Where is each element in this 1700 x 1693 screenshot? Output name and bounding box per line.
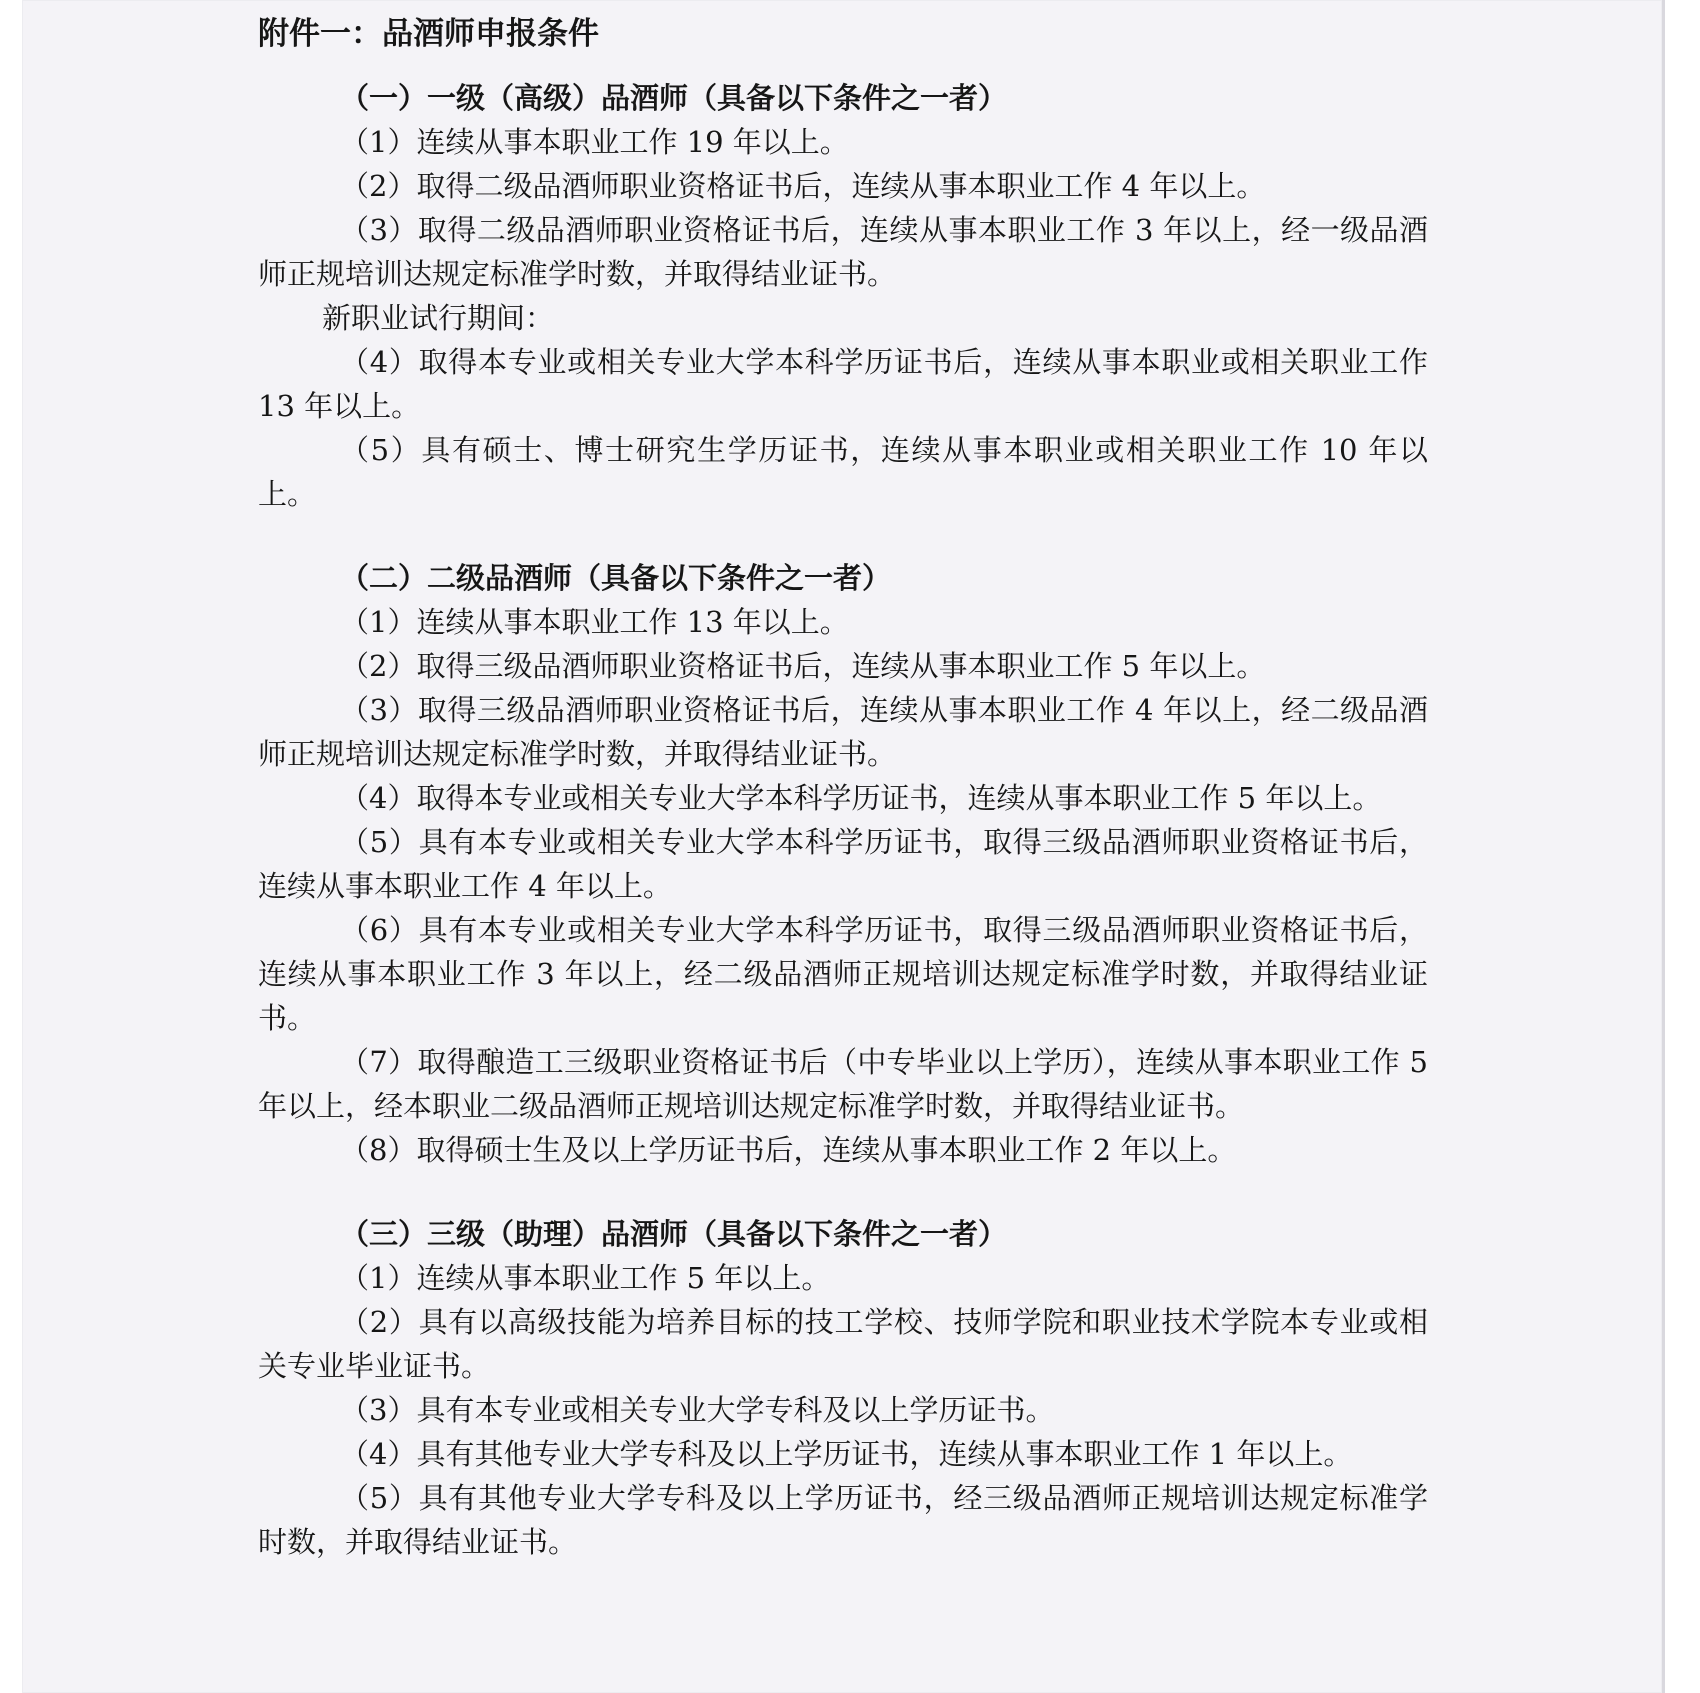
condition-item: （6）具有本专业或相关专业大学本科学历证书，取得三级品酒师职业资格证书后，连续从事本职业工作 3 年以上，经二级品酒师正规培训达规定标准学时数，并取得结业证书。: [258, 913, 1428, 1035]
condition-item: （2）取得三级品酒师职业资格证书后，连续从事本职业工作 5 年以上。: [340, 649, 1266, 683]
trial-period-note: 新职业试行期间：: [322, 301, 555, 335]
scan-edge: [1662, 0, 1665, 1693]
section-heading: （三）三级（助理）品酒师（具备以下条件之一者）: [340, 1217, 1008, 1251]
document-title: 附件一：品酒师申报条件: [258, 16, 599, 52]
condition-item: （5）具有其他专业大学专科及以上学历证书，经三级品酒师正规培训达规定标准学时数，并取得结业证书。: [258, 1481, 1428, 1559]
condition-item: （1）连续从事本职业工作 19 年以上。: [340, 125, 849, 159]
section-level-1: [258, 76, 1428, 516]
section-heading: （二）二级品酒师（具备以下条件之一者）: [340, 561, 892, 595]
condition-item: （2）具有以高级技能为培养目标的技工学校、技师学院和职业技术学院本专业或相关专业毕业证书。: [258, 1305, 1428, 1383]
section-level-2: [258, 556, 1428, 1172]
condition-item: （4）取得本专业或相关专业大学本科学历证书后，连续从事本职业或相关职业工作 13 年以上。: [258, 345, 1428, 423]
condition-item: （4）具有其他专业大学专科及以上学历证书，连续从事本职业工作 1 年以上。: [340, 1437, 1353, 1471]
condition-item: （2）取得二级品酒师职业资格证书后，连续从事本职业工作 4 年以上。: [340, 169, 1266, 203]
condition-item: （5）具有本专业或相关专业大学本科学历证书，取得三级品酒师职业资格证书后，连续从事本职业工作 4 年以上。: [258, 825, 1428, 903]
section-level-3: [258, 1212, 1428, 1564]
condition-item: （1）连续从事本职业工作 13 年以上。: [340, 605, 849, 639]
condition-item: （1）连续从事本职业工作 5 年以上。: [340, 1261, 831, 1295]
document-body: [258, 14, 1428, 1564]
section-heading: （一）一级（高级）品酒师（具备以下条件之一者）: [340, 81, 1008, 115]
condition-item: （4）取得本专业或相关专业大学本科学历证书，连续从事本职业工作 5 年以上。: [340, 781, 1382, 815]
condition-item: （3）取得二级品酒师职业资格证书后，连续从事本职业工作 3 年以上，经一级品酒师正规培训达规定标准学时数，并取得结业证书。: [258, 213, 1428, 291]
condition-item: （7）取得酿造工三级职业资格证书后（中专毕业以上学历），连续从事本职业工作 5 年以上，经本职业二级品酒师正规培训达规定标准学时数，并取得结业证书。: [258, 1045, 1428, 1123]
condition-item: （3）取得三级品酒师职业资格证书后，连续从事本职业工作 4 年以上，经二级品酒师正规培训达规定标准学时数，并取得结业证书。: [258, 693, 1428, 771]
condition-item: （3）具有本专业或相关专业大学专科及以上学历证书。: [340, 1393, 1055, 1427]
condition-item: （8）取得硕士生及以上学历证书后，连续从事本职业工作 2 年以上。: [340, 1133, 1237, 1167]
condition-item: （5）具有硕士、博士研究生学历证书，连续从事本职业或相关职业工作 10 年以上。: [258, 433, 1428, 511]
